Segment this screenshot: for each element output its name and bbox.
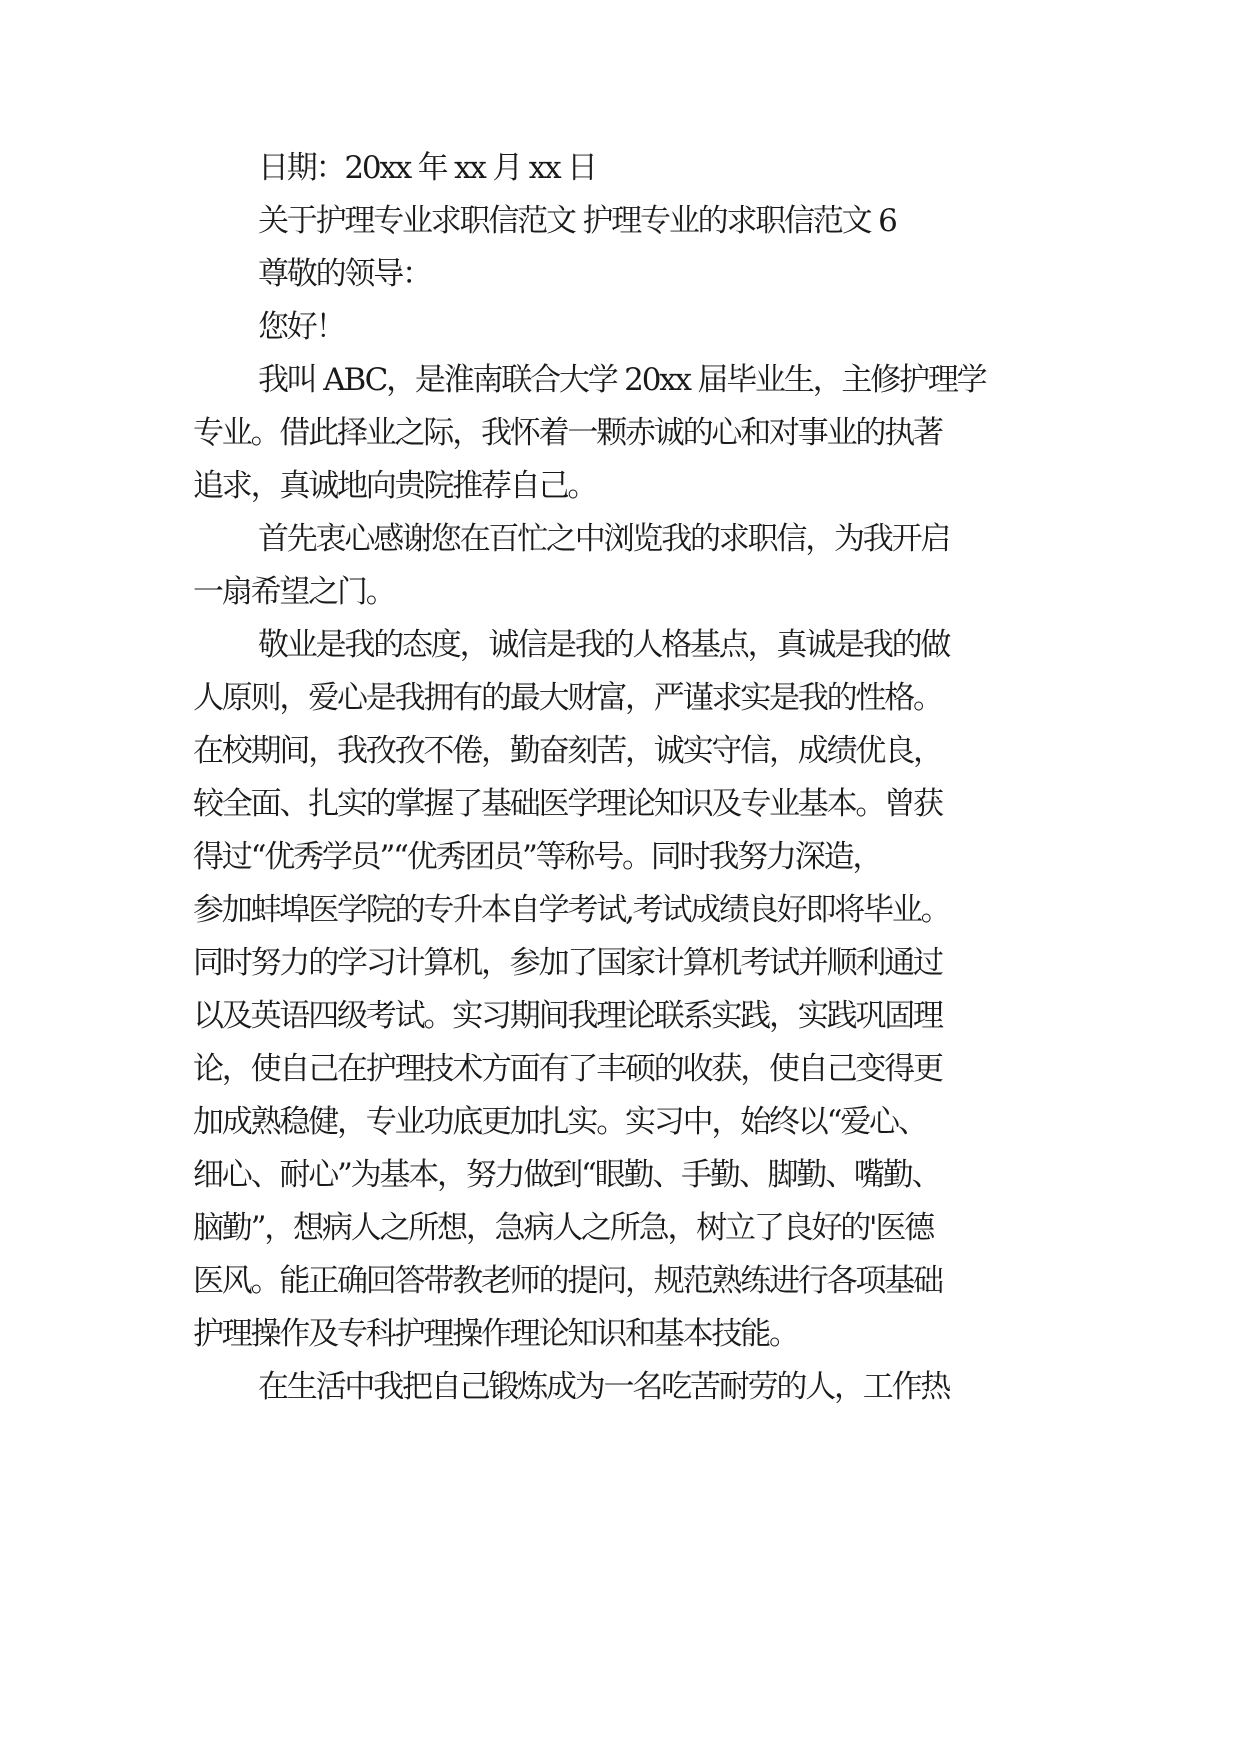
para2-line-1: 首先衷心感谢您在百忙之中浏览我的求职信，为我开启 bbox=[258, 521, 950, 557]
para3-line-12: 脑勤”，想病人之所想，急病人之所急，树立了良好的'医德 bbox=[193, 1210, 933, 1246]
para3-line-14: 护理操作及专科护理操作理论知识和基本技能。 bbox=[193, 1316, 798, 1352]
para3-line-4: 较全面、扎实的掌握了基础医学理论知识及专业基本。曾获 bbox=[193, 786, 942, 822]
para1-line-3: 追求，真诚地向贵院推荐自己。 bbox=[193, 468, 597, 504]
para1-line-2: 专业。借此择业之际，我怀着一颗赤诚的心和对事业的执著 bbox=[193, 415, 942, 451]
title-line: 关于护理专业求职信范文 护理专业的求职信范文 6 bbox=[258, 203, 896, 239]
greeting: 您好！ bbox=[258, 309, 345, 345]
para3-line-9: 论，使自己在护理技术方面有了丰硕的收获，使自己变得更 bbox=[193, 1051, 942, 1087]
para3-line-2: 人原则，爱心是我拥有的最大财富，严谨求实是我的性格。 bbox=[193, 680, 942, 716]
para3-line-6: 参加蚌埠医学院的专升本自学考试,考试成绩良好即将毕业。 bbox=[193, 892, 950, 928]
para3-line-3: 在校期间，我孜孜不倦，勤奋刻苦，诚实守信，成绩优良， bbox=[193, 733, 942, 769]
para3-line-10: 加成熟稳健，专业功底更加扎实。实习中，始终以“爱心、 bbox=[193, 1104, 927, 1140]
para3-line-5: 得过“优秀学员”“优秀团员”等称号。同时我努力深造， bbox=[193, 839, 882, 875]
para4-line-1: 在生活中我把自己锻炼成为一名吃苦耐劳的人，工作热 bbox=[258, 1369, 950, 1405]
salutation: 尊敬的领导： bbox=[258, 256, 431, 292]
para1-line-1: 我叫 ABC，是淮南联合大学 20xx 届毕业生，主修护理学 bbox=[258, 362, 986, 398]
para2-line-2: 一扇希望之门。 bbox=[193, 574, 395, 610]
para3-line-1: 敬业是我的态度，诚信是我的人格基点，真诚是我的做 bbox=[258, 627, 950, 663]
para3-line-8: 以及英语四级考试。实习期间我理论联系实践，实践巩固理 bbox=[193, 998, 942, 1034]
para3-line-13: 医风。能正确回答带教老师的提问，规范熟练进行各项基础 bbox=[193, 1263, 942, 1299]
para3-line-11: 细心、耐心”为基本，努力做到“眼勤、手勤、脚勤、嘴勤、 bbox=[193, 1157, 941, 1193]
date-line: 日期：20xx 年 xx 月 xx 日 bbox=[258, 150, 596, 186]
para3-line-7: 同时努力的学习计算机，参加了国家计算机考试并顺利通过 bbox=[193, 945, 942, 981]
